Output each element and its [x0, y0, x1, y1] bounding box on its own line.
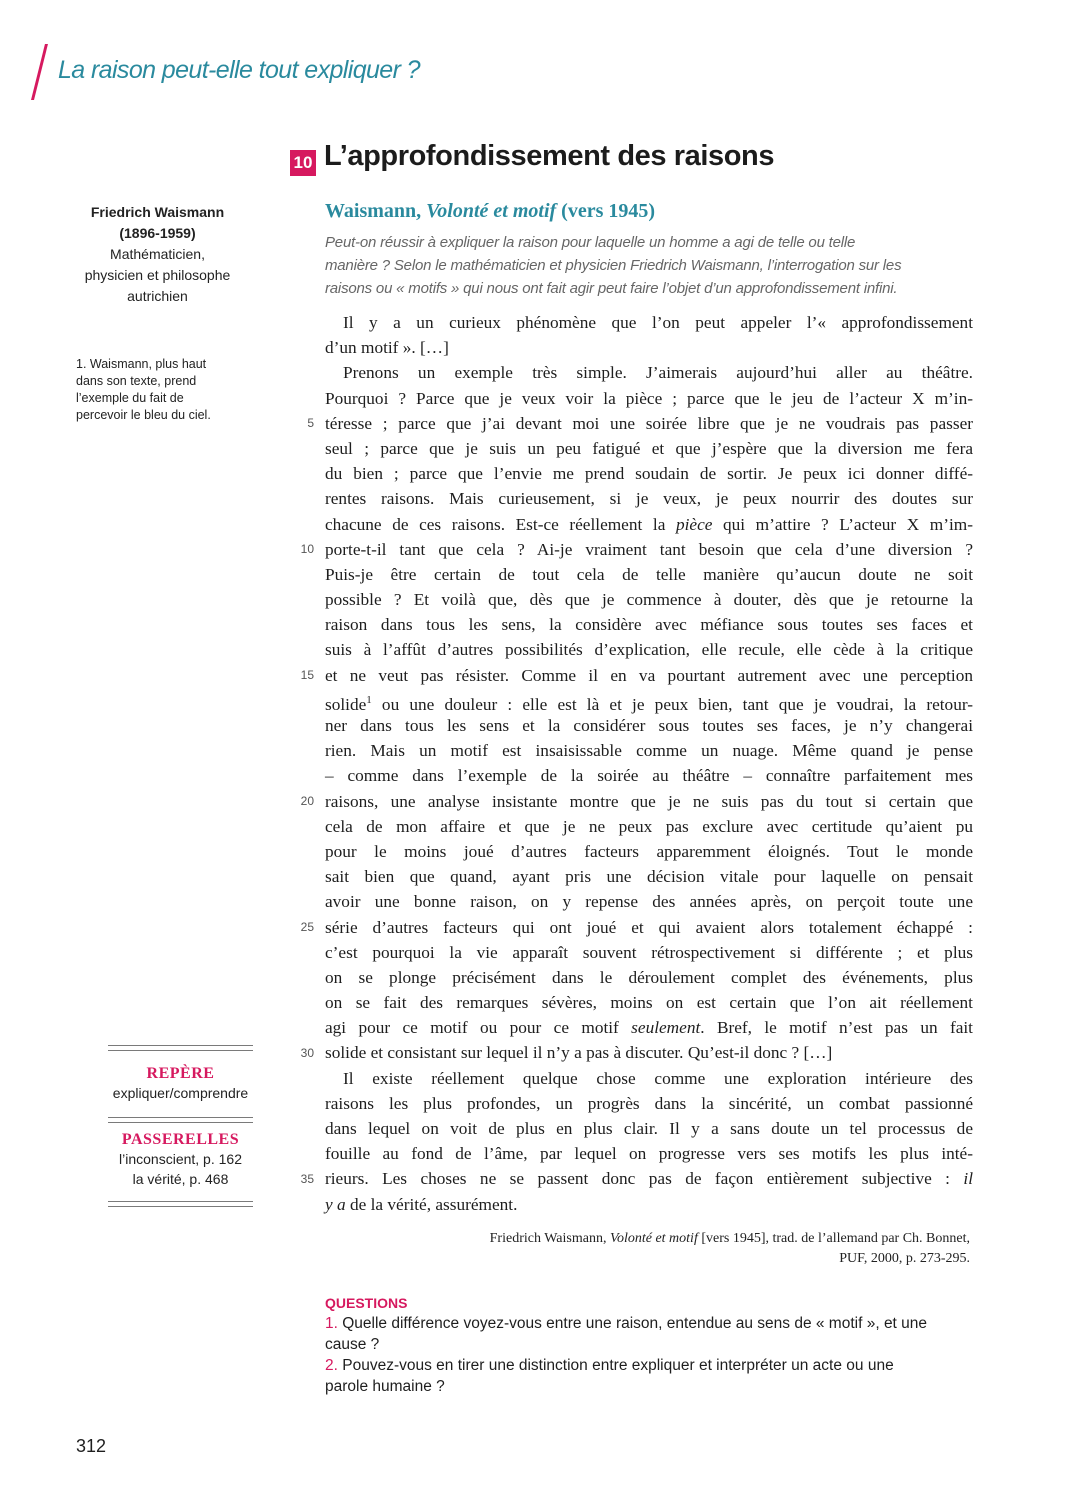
- question-number: 1.: [325, 1315, 338, 1332]
- work-title-italic: Volonté et motif: [426, 200, 557, 222]
- reference-box: [108, 1045, 253, 1207]
- text-line: rentes raisons. Mais curieusement, si je veux, je peux nourrir des doutes sur: [325, 489, 973, 509]
- work-title: [325, 200, 655, 223]
- line-number: 15: [300, 668, 314, 682]
- text-line: rieurs. Les choses ne se passent donc pas de façon entièrement subjective : il: [325, 1169, 973, 1189]
- author-info: [60, 202, 255, 307]
- line-number: 35: [300, 1172, 314, 1186]
- passerelle-link[interactable]: la vérité, p. 468: [132, 1171, 229, 1187]
- text-line: téresse ; parce que j’ai devant moi une soirée libre que je ne voudrais pas passer: [325, 413, 973, 433]
- author-dates: (1896-1959): [119, 225, 196, 241]
- text-line: raison dans tous les sens, la considère avec méfiance sous toutes ses faces et: [325, 615, 973, 635]
- section-number-badge: 10: [290, 150, 316, 176]
- text-line: avoir une bonne raison, on y repense des années après, on perçoit toute une: [325, 892, 973, 912]
- text-line: suis à l’affût d’autres possibilités d’explication, elle recule, elle cède à la critique: [325, 640, 973, 660]
- text-line: on se plonge précisément dans le déroulement complet des événements, plus: [325, 967, 973, 987]
- text-line: possible ? Et voilà que, dès que je commence à douter, dès que je retourne la: [325, 590, 973, 610]
- text-line: – comme dans l’exemple de la soirée au théâtre – connaître parfaitement mes: [325, 766, 973, 786]
- line-number: 5: [307, 416, 314, 430]
- line-number: 25: [300, 920, 314, 934]
- question-item: [325, 1355, 975, 1376]
- footnote-line: percevoir le bleu du ciel.: [76, 408, 211, 422]
- line-number: 10: [300, 542, 314, 556]
- repere-heading: REPÈRE: [146, 1065, 215, 1082]
- text-line: on se fait des remarques sévères, moins on est certain que l’on ait réellement: [325, 993, 973, 1013]
- author-name: Friedrich Waismann: [90, 204, 225, 220]
- intro-line: Peut-on réussir à expliquer la raison pour laquelle un homme a agi de telle ou telle: [325, 234, 856, 251]
- header-slash-decoration: [31, 44, 48, 100]
- text-line: chacune de ces raisons. Est-ce réellement la pièce qui m’attire ? L’acteur X m’im-: [325, 514, 973, 534]
- text-line: seul ; parce que je suis un peu fatigué et que j’espère que la diversion me fera: [325, 438, 973, 458]
- question-item: [325, 1313, 975, 1334]
- text-line: série d’autres facteurs qui ont joué et qui avaient alors totalement échappé :: [325, 917, 973, 937]
- work-author: Waismann,: [325, 200, 422, 222]
- footnote-line: dans son texte, prend: [76, 374, 197, 388]
- text-line: solide et consistant sur lequel il n’y a pas à discuter. Qu’est-il donc ? […]: [325, 1043, 833, 1063]
- question-text-continued: cause ?: [325, 1336, 380, 1353]
- author-description-line: autrichien: [127, 288, 188, 304]
- question-text: Pouvez-vous en tirer une distinction entre expliquer et interpréter un acte ou une: [342, 1357, 894, 1374]
- main-text: [325, 310, 973, 1217]
- citation-line: [325, 1229, 970, 1249]
- text-line: Il y a un curieux phénomène que l’on peut appeler l’« approfondissement: [343, 313, 973, 332]
- text-line: d’un motif ». […]: [325, 338, 449, 358]
- questions-heading: QUESTIONS: [325, 1295, 408, 1311]
- author-description-line: Mathématicien,: [110, 246, 205, 262]
- question-number: 2.: [325, 1357, 338, 1374]
- passerelles-heading: PASSERELLES: [121, 1131, 240, 1148]
- text-line: Puis-je être certain de tout cela de telle manière qu’aucun doute ne soit: [325, 564, 973, 584]
- divider: [108, 1201, 253, 1207]
- passerelle-link[interactable]: l’inconscient, p. 162: [119, 1151, 242, 1167]
- text-line: pour le moins joué d’autres facteurs apparemment éloignés. Tout le monde: [325, 841, 973, 861]
- text-line: solide$^1$ ou une douleur : elle est là et je peux bien, tant que je voudrai, la retour-: [325, 693, 973, 714]
- line-number: 20: [300, 794, 314, 808]
- text-line: porte-t-il tant que cela ? Ai-je vraiment tant besoin que cela d’une diversion ?: [325, 539, 973, 559]
- question-text-continued: parole humaine ?: [325, 1378, 445, 1395]
- work-date: (vers 1945): [561, 200, 656, 222]
- citation-line: PUF, 2000, p. 273-295.: [839, 1251, 970, 1266]
- citation-author: Friedrich Waismann,: [489, 1231, 607, 1246]
- footnote: [76, 356, 256, 424]
- text-line: rien. Mais un motif est insaisissable comme un nuage. Même quand je pense: [325, 741, 973, 761]
- footnote-line: 1. Waismann, plus haut: [76, 357, 207, 371]
- text-line: y a de la vérité, assurément.: [325, 1194, 518, 1214]
- text-line: et ne veut pas résister. Comme il en va pourtant autrement avec une perception: [325, 665, 973, 685]
- text-line: fouille au fond de l’âme, par lequel on progresse vers ses motifs les plus inté-: [325, 1144, 973, 1164]
- text-line: raisons, une analyse insistante montre que je ne suis pas du tout si certain que: [325, 791, 973, 811]
- text-line: cela de mon affaire et que je ne peux pas exclure avec certitude qu’aient pu: [325, 816, 973, 836]
- text-line: du bien ; parce que l’envie me prend soudain de sortir. Je peux ici donner diffé-: [325, 464, 973, 484]
- text-line: Pourquoi ? Parce que je veux voir la pièce ; parce que le jeu de l’acteur X m’in-: [325, 388, 973, 408]
- questions-list: [325, 1313, 975, 1397]
- intro-paragraph: [325, 231, 975, 300]
- text-line: ner dans tous les sens et la considérer sous toutes ses faces, je n’y changerai: [325, 716, 973, 735]
- text-line: sait bien que quand, ayant pris une décision vitale pour laquelle on pensait: [325, 867, 973, 887]
- author-description-line: physicien et philosophe: [84, 267, 231, 283]
- text-line: Il existe réellement quelque chose comme une exploration intérieure des: [343, 1068, 973, 1088]
- question-text: Quelle différence voyez-vous entre une raison, entendue au sens de « motif », et une: [342, 1315, 928, 1332]
- citation-details: [vers 1945], trad. de l’allemand par Ch. Bonnet,: [701, 1231, 970, 1246]
- text-line: dans lequel on voit de plus en plus clair. Il y a sans doute un tel processus de: [325, 1119, 973, 1138]
- text-line: agi pour ce motif ou pour ce motif seulement. Bref, le motif n’est pas un fait: [325, 1018, 973, 1038]
- line-number: 30: [300, 1046, 314, 1060]
- footnote-line: l’exemple du fait de: [76, 391, 184, 405]
- intro-line: manière ? Selon le mathématicien et physicien Friedrich Waismann, l’interrogation sur les: [325, 257, 902, 274]
- source-citation: [325, 1229, 970, 1269]
- chapter-header-title: La raison peut-elle tout expliquer ?: [58, 56, 420, 84]
- page-number: 312: [76, 1436, 107, 1456]
- text-line: c’est pourquoi la vie apparaît souvent rétrospectivement si différente ; et plus: [325, 942, 973, 962]
- citation-title: Volonté et motif: [609, 1231, 698, 1246]
- text-line: raisons les plus profondes, un progrès dans la sincérité, un combat passionné: [325, 1093, 973, 1113]
- text-line: Prenons un exemple très simple. J’aimerais aujourd’hui aller au théâtre.: [343, 363, 973, 383]
- section-title: L’approfondissement des raisons: [324, 140, 775, 172]
- repere-text: expliquer/comprendre: [112, 1085, 249, 1101]
- intro-line: raisons ou « motifs » qui nous ont fait agir peut faire l’objet d’un approfondissement infini.: [325, 280, 898, 297]
